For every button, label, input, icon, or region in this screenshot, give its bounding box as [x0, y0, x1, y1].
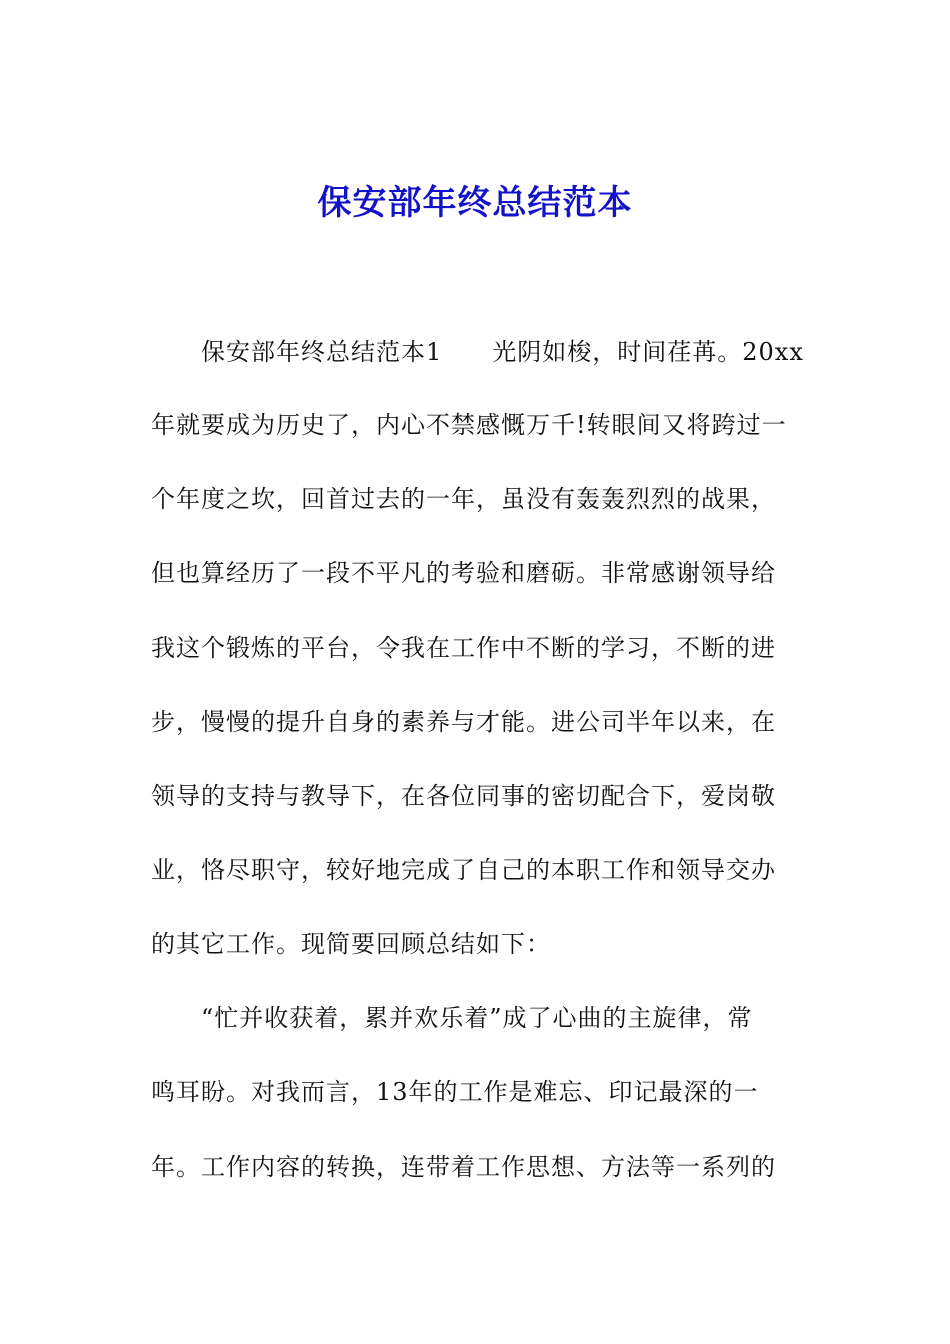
text-line: “忙并收获着，累并欢乐着”成了心曲的主旋律，常	[201, 1004, 753, 1032]
text-line: 个年度之坎，回首过去的一年，虽没有轰轰烈烈的战果，	[151, 485, 776, 513]
text-line: 但也算经历了一段不平凡的考验和磨砺。非常感谢领导给	[151, 559, 776, 587]
text-line: 领导的支持与教导下，在各位同事的密切配合下，爱岗敬	[151, 782, 776, 810]
text-line: 鸣耳盼。对我而言，13年的工作是难忘、印记最深的一	[151, 1078, 759, 1106]
text-line: 业，恪尽职守，较好地完成了自己的本职工作和领导交办	[151, 856, 776, 884]
text-line: 保安部年终总结范本1 光阴如梭，时间荏苒。20xx	[201, 338, 804, 366]
text-line: 步，慢慢的提升自身的素养与才能。进公司半年以来，在	[151, 708, 776, 736]
text-line: 年就要成为历史了，内心不禁感慨万千!转眼间又将跨过一	[151, 411, 787, 439]
text-line: 我这个锻炼的平台，令我在工作中不断的学习，不断的进	[151, 634, 776, 662]
text-line: 年。工作内容的转换，连带着工作思想、方法等一系列的	[151, 1153, 776, 1181]
document-title: 保安部年终总结范本	[317, 183, 633, 223]
text-line: 的其它工作。现简要回顾总结如下：	[151, 930, 551, 958]
